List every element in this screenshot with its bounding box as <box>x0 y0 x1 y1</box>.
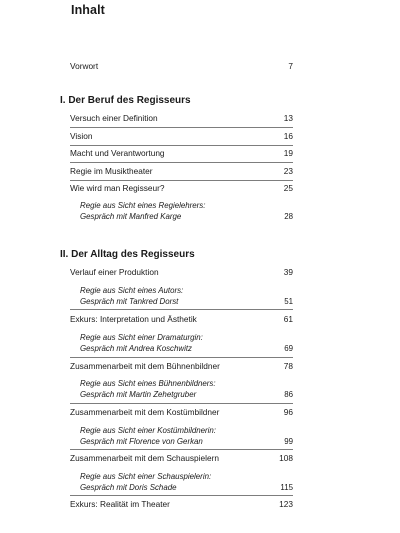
interview-partner: Gespräch mit Florence von Gerkan <box>80 437 203 446</box>
toc-page-number: 123 <box>279 499 293 509</box>
toc-page-number: 78 <box>283 361 293 371</box>
page-title: Inhalt <box>71 3 105 17</box>
interview-perspective: Regie aus Sicht einer Dramaturgin: <box>80 333 203 342</box>
divider <box>70 357 293 358</box>
divider <box>70 127 293 128</box>
toc-page-number: 7 <box>288 61 293 71</box>
interview-perspective: Regie aus Sicht eines Regielehrers: <box>80 201 206 210</box>
divider <box>70 449 293 450</box>
toc-page-number: 99 <box>284 437 293 446</box>
toc-entry[interactable] <box>70 361 293 372</box>
toc-entry-label: Zusammenarbeit mit dem Bühnenbildner <box>70 361 220 371</box>
toc-page-number: 28 <box>284 212 293 221</box>
toc-entry-label: Exkurs: Interpretation und Ästhetik <box>70 314 197 324</box>
interview-partner: Gespräch mit Tankred Dorst <box>80 297 179 306</box>
toc-page-number: 86 <box>284 390 293 399</box>
toc-entry[interactable] <box>70 131 293 142</box>
toc-page-number: 61 <box>283 314 293 324</box>
toc-entry[interactable] <box>70 314 293 325</box>
toc-entry[interactable] <box>70 113 293 124</box>
toc-interview-entry[interactable] <box>80 200 293 222</box>
toc-entry[interactable] <box>70 499 293 510</box>
divider <box>70 495 293 496</box>
toc-interview-entry[interactable] <box>80 332 293 354</box>
toc-interview-entry[interactable] <box>80 285 293 307</box>
toc-entry-label: Wie wird man Regisseur? <box>70 183 165 193</box>
toc-interview-entry[interactable] <box>80 471 293 493</box>
toc-entry-label: Vision <box>70 131 93 141</box>
interview-partner: Gespräch mit Martin Zehetgruber <box>80 390 197 399</box>
toc-entry[interactable] <box>70 267 293 278</box>
toc-entry-label: Verlauf einer Produktion <box>70 267 159 277</box>
toc-page-number: 108 <box>279 453 293 463</box>
toc-page-number: 69 <box>284 344 293 353</box>
toc-entry[interactable] <box>70 453 293 464</box>
divider <box>70 145 293 146</box>
toc-entry-label: Zusammenarbeit mit dem Kostümbildner <box>70 407 220 417</box>
toc-interview-entry[interactable] <box>80 378 293 400</box>
toc-entry[interactable] <box>70 148 293 159</box>
divider <box>70 162 293 163</box>
toc-page-number: 39 <box>283 267 293 277</box>
toc-entry-label: Exkurs: Realität im Theater <box>70 499 170 509</box>
toc-page-number: 16 <box>283 131 293 141</box>
toc-page-number: 96 <box>283 407 293 417</box>
interview-partner: Gespräch mit Doris Schade <box>80 483 177 492</box>
interview-perspective: Regie aus Sicht einer Kostümbildnerin: <box>80 426 216 435</box>
toc-entry-label: Zusammenarbeit mit dem Schauspielern <box>70 453 219 463</box>
toc-entry-label: Macht und Verantwortung <box>70 148 165 158</box>
toc-interview-entry[interactable] <box>80 425 293 447</box>
interview-perspective: Regie aus Sicht einer Schauspielerin: <box>80 472 212 481</box>
toc-entry[interactable] <box>70 183 293 194</box>
divider <box>70 309 293 310</box>
toc-page-number: 19 <box>283 148 293 158</box>
toc-page-number: 13 <box>283 113 293 123</box>
divider <box>70 180 293 181</box>
toc-entry-label: Vorwort <box>70 61 99 71</box>
toc-page-number: 51 <box>284 297 293 306</box>
toc-entry[interactable] <box>70 407 293 418</box>
divider <box>70 403 293 404</box>
toc-page-number: 25 <box>283 183 293 193</box>
toc-entry-label: Regie im Musiktheater <box>70 166 153 176</box>
interview-partner: Gespräch mit Manfred Karge <box>80 212 182 221</box>
section-heading-2: II. Der Alltag des Regisseurs <box>60 249 195 260</box>
toc-page-number: 115 <box>280 483 293 492</box>
interview-perspective: Regie aus Sicht eines Bühnenbildners: <box>80 379 216 388</box>
toc-entry-label: Versuch einer Definition <box>70 113 158 123</box>
toc-entry[interactable] <box>70 166 293 177</box>
section-heading-1: I. Der Beruf des Regisseurs <box>60 95 191 106</box>
toc-page-number: 23 <box>283 166 293 176</box>
interview-perspective: Regie aus Sicht eines Autors: <box>80 286 184 295</box>
interview-partner: Gespräch mit Andrea Koschwitz <box>80 344 192 353</box>
toc-entry-vorwort[interactable] <box>70 61 293 72</box>
